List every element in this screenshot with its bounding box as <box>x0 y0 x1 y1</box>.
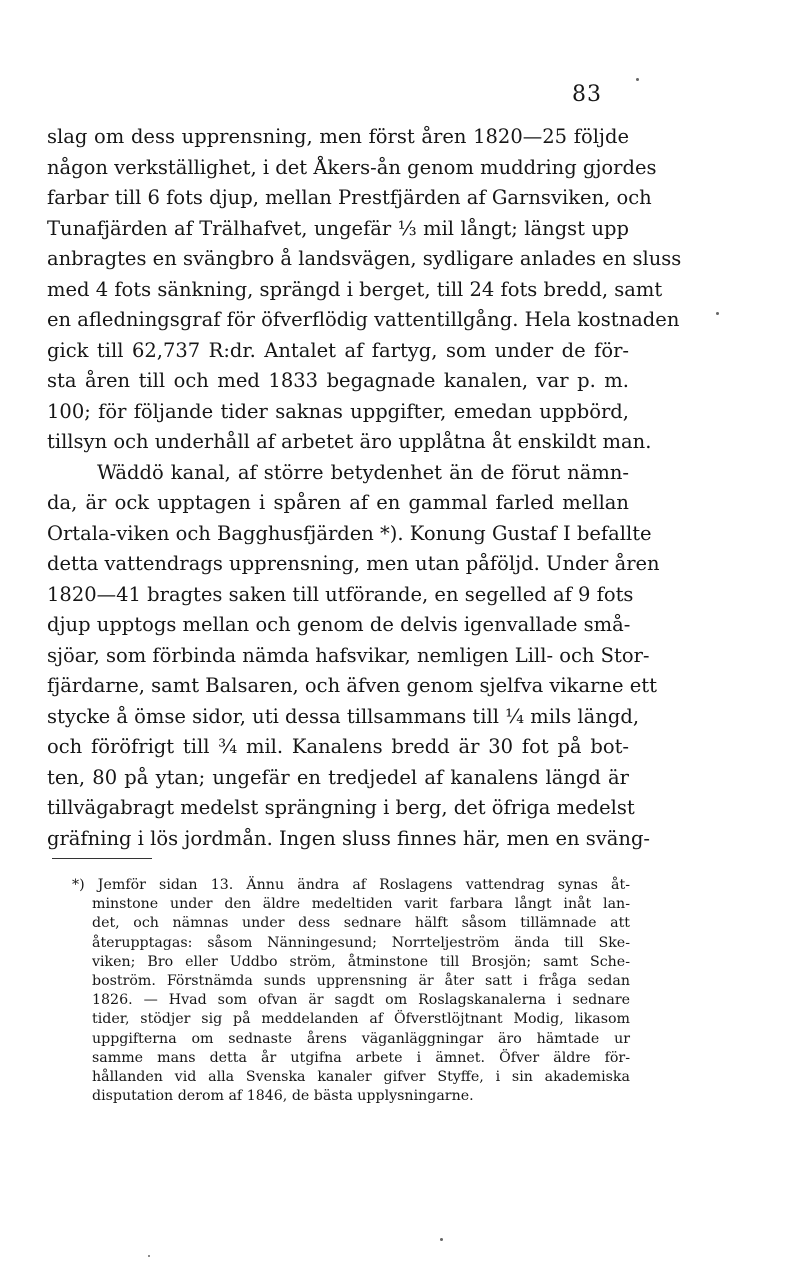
body-line: Tunafjärden af Trälhafvet, ungefär ⅓ mil långt; längst upp <box>47 216 629 240</box>
body-line: och föröfrigt till ¾ mil. Kanalens bredd är 30 fot på bot- <box>47 735 629 758</box>
body-line: slag om dess upprensning, men först åren 1820—25 följde <box>47 125 629 148</box>
body-line: Wäddö kanal, af större betydenhet än de förut nämn- <box>97 460 629 484</box>
scan-speck <box>440 1238 443 1241</box>
body-line: sta åren till och med 1833 begagnade kanalen, var p. m. <box>47 369 629 392</box>
body-line: gräfning i lös jordmån. Ingen sluss finnes här, men en sväng- <box>47 826 651 850</box>
body-line: med 4 fots sänkning, sprängd i berget, till 24 fots bredd, samt <box>47 277 663 301</box>
scan-speck <box>148 1255 150 1257</box>
footnote-line: tider, stödjer sig på meddelanden af Öfverstlöjtnant Modig, likasom <box>92 1011 630 1028</box>
footnote-line: det, och nämnas under dess sednare hälft såsom tillämnade att <box>92 915 630 932</box>
body-line: tillsyn och underhåll af arbetet äro upplåtna åt enskildt man. <box>47 430 652 453</box>
footnote-line: viken; Bro eller Uddbo ström, åtminstone till Brosjön; samt Sche- <box>92 953 630 970</box>
body-line: da, är ock upptagen i spåren af en gammal farled mellan <box>47 491 629 514</box>
footnote-line: 1826. — Hvad som ofvan är sagdt om Roslagskanalerna i sednare <box>92 992 630 1009</box>
page-number: 83 <box>572 82 602 107</box>
body-line: fjärdarne, samt Balsaren, och äfven genom sjelfva vikarne ett <box>47 674 657 697</box>
footnote-line: uppgifterna om sednaste årens väganläggningar äro hämtade ur <box>92 1030 630 1047</box>
body-line: gick till 62,737 R:dr. Antalet af fartyg, som under de för- <box>47 338 629 362</box>
body-line: stycke å ömse sidor, uti dessa tillsammans till ¼ mils längd, <box>47 704 640 728</box>
body-line: tillvägabragt medelst sprängning i berg, det öfriga medelst <box>47 796 635 819</box>
footnote-line: återupptagas: såsom Nänningesund; Norrteljeström ända till Ske- <box>92 934 630 951</box>
body-line: en afledningsgraf för öfverflödig vattentillgång. Hela kostnaden <box>47 308 680 331</box>
body-line: någon verkställighet, i det Åkers-ån genom muddring gjordes <box>47 155 657 179</box>
body-line: detta vattendrags upprensning, men utan påföljd. Under åren <box>47 552 660 575</box>
body-line: farbar till 6 fots djup, mellan Prestfjärden af Garnsviken, och <box>47 186 652 209</box>
body-line: sjöar, som förbinda nämda hafsvikar, nemligen Lill- och Stor- <box>47 643 650 667</box>
footnote-line: samme mans detta år utgifna arbete i ämnet. Öfver äldre för- <box>92 1049 630 1066</box>
footnote-line: hållanden vid alla Svenska kanaler gifver Styffe, i sin akademiska <box>92 1068 630 1085</box>
footnote <box>72 876 630 1106</box>
footnote-line: disputation derom af 1846, de bästa upplysningarne. <box>92 1088 474 1105</box>
footnote-line: *) Jemför sidan 13. Ännu ändra af Roslagens vattendrag synas åt- <box>72 877 630 893</box>
footnote-line: minstone under den äldre medeltiden varit farbara långt inåt lan- <box>92 896 630 913</box>
body-line: 100; för följande tider saknas uppgifter, emedan uppbörd, <box>47 399 629 423</box>
body-text <box>47 122 682 854</box>
scan-speck <box>716 312 719 315</box>
body-line: Ortala-viken och Bagghusfjärden *). Konung Gustaf I befallte <box>47 521 652 545</box>
footnote-rule <box>52 858 152 859</box>
body-line: 1820—41 bragtes saken till utförande, en segelled af 9 fots <box>47 582 634 606</box>
body-line: ten, 80 på ytan; ungefär en tredjedel af kanalens längd är <box>47 765 629 789</box>
body-line: anbragtes en svängbro å landsvägen, sydligare anlades en sluss <box>47 247 682 270</box>
body-line: djup upptogs mellan och genom de delvis igenvallade små- <box>47 613 631 636</box>
footnote-line: boström. Förstnämda sunds upprensning är åter satt i fråga sedan <box>92 972 630 989</box>
scan-speck <box>636 78 639 81</box>
